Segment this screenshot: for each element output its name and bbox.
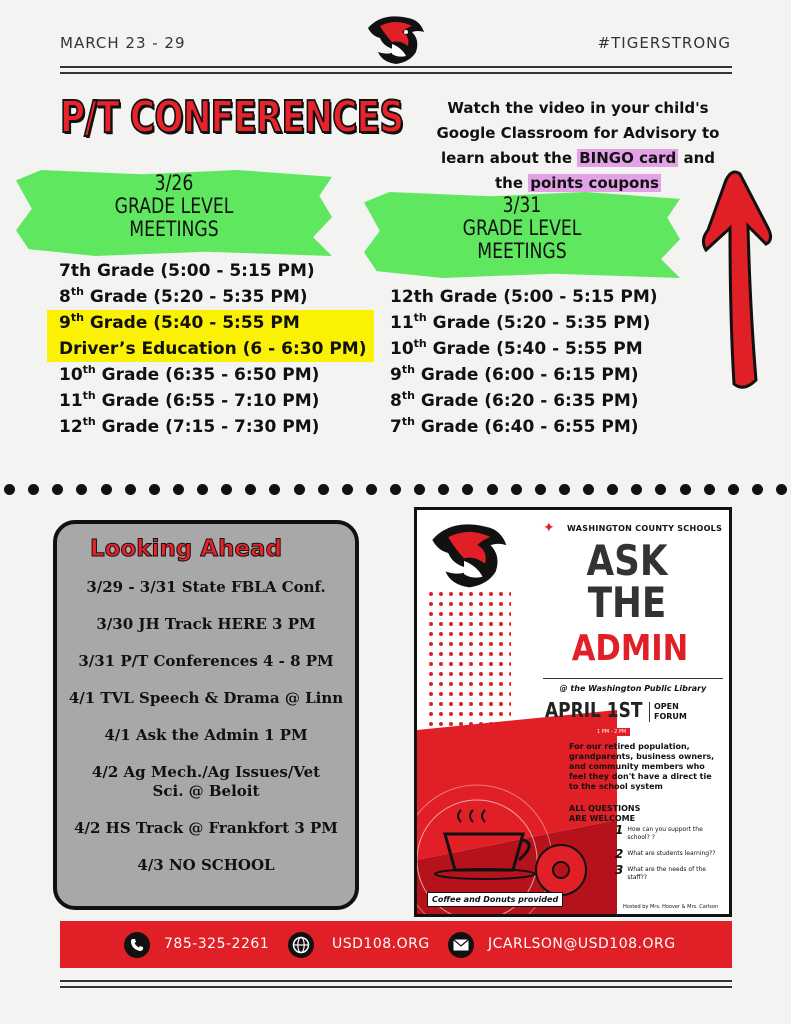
header-hashtag: #TIGERSTRONG <box>597 34 731 52</box>
headline-admin: ADMIN <box>571 628 689 669</box>
mail-icon <box>448 932 474 958</box>
phone-icon <box>124 932 150 958</box>
meeting-3-31-heading <box>401 194 644 263</box>
poster-rule <box>543 678 723 679</box>
page-title: P/T CONFERENCES <box>60 92 404 143</box>
footer-rule-bottom <box>60 986 732 988</box>
donut-icon <box>531 840 591 900</box>
tiger-logo-icon <box>362 10 428 66</box>
schedule-row: 8th Grade (5:20 - 5:35 PM) <box>59 285 308 307</box>
poster-format: OPEN FORUM <box>649 702 687 722</box>
schedule-row: 7th Grade (6:40 - 6:55 PM) <box>390 415 639 437</box>
schedule-3-26 <box>59 258 374 440</box>
poster-date: APRIL 1ST <box>545 698 643 722</box>
poster-hosts: Hosted by Mrs. Hoover & Mrs. Carlson <box>623 904 719 910</box>
schedule-3-31 <box>390 284 658 440</box>
poster-org: WASHINGTON COUNTY SCHOOLS <box>567 524 723 533</box>
meeting-label-line1: GRADE LEVEL <box>114 194 234 218</box>
coffee-cup-icon <box>431 800 541 880</box>
schedule-row: 11th Grade (6:55 - 7:10 PM) <box>59 389 320 411</box>
schedule-row: 8th Grade (6:20 - 6:35 PM) <box>390 389 639 411</box>
poster-location: @ the Washington Public Library <box>559 684 707 693</box>
event-item: 4/1 Ask the Admin 1 PM <box>104 726 308 744</box>
globe-icon <box>288 932 314 958</box>
looking-ahead-list <box>60 578 352 893</box>
video-note-text-2: and the <box>495 149 715 192</box>
sparkle-icon: ✦ <box>543 520 555 536</box>
video-note-text: Watch the video in your child's Google Classroom for Advisory to learn about the <box>436 99 720 167</box>
schedule-row-highlighted: 9th Grade (5:40 - 5:55 PM Driver’s Education (6 - 6:30 PM) <box>47 310 374 362</box>
headline-the: THE <box>587 578 667 627</box>
meeting-label-line2: MEETINGS <box>477 239 567 263</box>
event-item: 4/2 HS Track @ Frankfort 3 PM <box>74 819 338 837</box>
sparkle-icon: ✦ <box>541 804 553 820</box>
meeting-3-26-heading <box>53 172 296 241</box>
dotted-divider <box>0 484 791 496</box>
video-note <box>428 96 728 196</box>
poster-headline <box>576 536 678 627</box>
event-item: 3/30 JH Track HERE 3 PM <box>96 615 316 633</box>
poster-questions-title: ALL QUESTIONS ARE WELCOME <box>569 804 641 823</box>
headline-ask: ASK <box>586 536 668 585</box>
event-item: 4/1 TVL Speech & Drama @ Linn <box>68 689 344 707</box>
event-item: 4/3 NO SCHOOL <box>137 856 275 874</box>
tiger-logo-icon <box>423 516 513 590</box>
meeting-label-line2: MEETINGS <box>129 217 219 241</box>
looking-ahead-title: Looking Ahead <box>90 536 283 562</box>
schedule-row: 10th Grade (6:35 - 6:50 PM) <box>59 363 320 385</box>
schedule-row: 10th Grade (5:40 - 5:55 PM <box>390 337 643 359</box>
bingo-card-highlight: BINGO card <box>579 149 677 167</box>
schedule-row: 9th Grade (6:00 - 6:15 PM) <box>390 363 639 385</box>
meeting-date: 3/31 <box>502 193 542 217</box>
poster-refreshments: Coffee and Donuts provided <box>427 892 563 907</box>
footer-rule-top <box>60 980 732 982</box>
header-date-range: MARCH 23 - 29 <box>60 34 186 52</box>
event-item: 3/31 P/T Conferences 4 - 8 PM <box>78 652 334 670</box>
red-arrow-icon <box>696 168 776 392</box>
poster-audience: For our retired population, grandparents, business owners, and community members who feel they don't have a direct tie to the school system <box>569 742 715 791</box>
website-link[interactable]: USD108.ORG <box>332 936 430 952</box>
poster-time: 1 PM - 2 PM <box>593 728 630 736</box>
event-item: 4/2 Ag Mech./Ag Issues/Vet Sci. @ Beloit <box>91 763 321 800</box>
schedule-row: 12th Grade (5:00 - 5:15 PM) <box>390 287 658 307</box>
meeting-label-line1: GRADE LEVEL <box>462 216 582 240</box>
meeting-date: 3/26 <box>154 171 194 195</box>
poster-question-list: 1 How can you support the school? ? 2 What are students learning?? 3 What are the needs of the staff?? <box>615 823 716 881</box>
contact-footer <box>60 921 732 968</box>
header-rule-top <box>60 66 732 68</box>
event-item: 3/29 - 3/31 State FBLA Conf. <box>86 578 326 596</box>
sparkle-icon: ✦ <box>541 742 553 758</box>
ask-the-admin-poster <box>414 507 732 917</box>
schedule-row: 12th Grade (7:15 - 7:30 PM) <box>59 415 320 437</box>
email-link[interactable]: JCARLSON@USD108.ORG <box>488 936 676 952</box>
header-rule-bottom <box>60 72 732 74</box>
schedule-row: 7th Grade (5:00 - 5:15 PM) <box>59 261 315 281</box>
points-coupons-highlight: points coupons <box>530 174 659 192</box>
schedule-row: 11th Grade (5:20 - 5:35 PM) <box>390 311 651 333</box>
phone-number[interactable]: 785-325-2261 <box>164 936 270 952</box>
